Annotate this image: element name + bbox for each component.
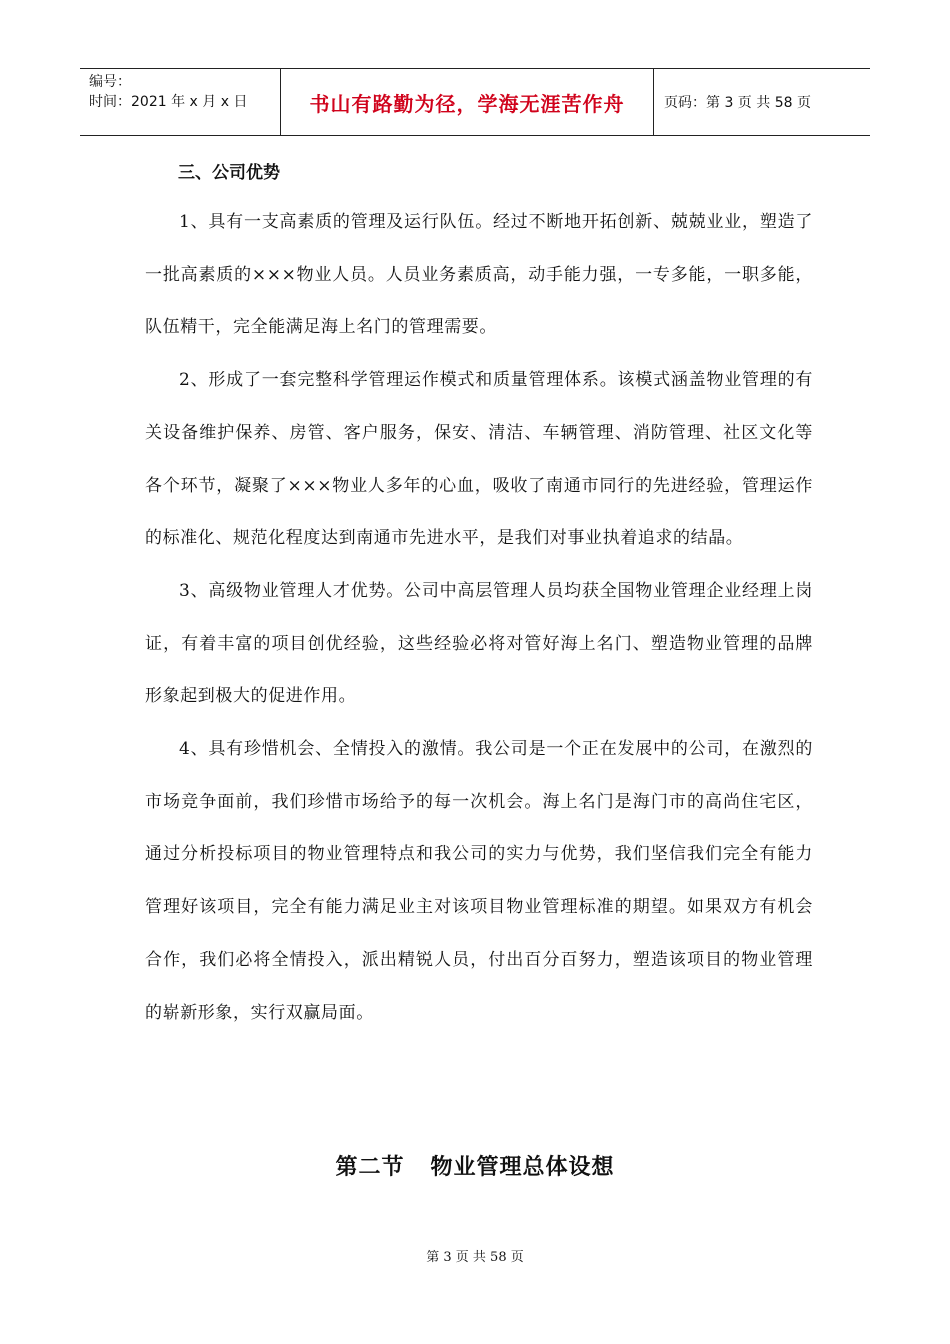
paragraph-4: 4、具有珍惜机会、全情投入的激情。我公司是一个正在发展中的公司，在激烈的市场竞争面前，我们珍惜市场给予的每一次机会。海上名门是海门市的高尚住宅区，通过分析投标项目的物业管理特点和我公司的实力与优势，我们坚信我们完全有能力管理好该项目，完全有能力满足业主对该项目物业管理标准的期望。如果双方有机会合作，我们必将全情投入，派出精锐人员，付出百分百努力，塑造该项目的物业管理的崭新形象，实行双赢局面。 <box>145 739 813 1023</box>
header-meta <box>80 69 281 135</box>
paragraph-1: 1、具有一支高素质的管理及运行队伍。经过不断地开拓创新、兢兢业业，塑造了一批高素质的×××物业人员。人员业务素质高，动手能力强，一专多能，一职多能，队伍精干，完全能满足海上名门的管理需要。 <box>145 212 813 338</box>
chapter-title: 第二节 物业管理总体设想 <box>335 1155 615 1180</box>
date-label: 时间：2021 年 x 月 x 日 <box>89 94 248 110</box>
body-text <box>145 196 813 1039</box>
page-header <box>80 68 870 136</box>
header-motto: 书山有路勤为径，学海无涯苦作舟 <box>281 69 654 135</box>
paragraph-3: 3、高级物业管理人才优势。公司中高层管理人员均获全国物业管理企业经理上岗证，有着丰富的项目创优经验，这些经验必将对管好海上名门、塑造物业管理的品牌形象起到极大的促进作用。 <box>145 580 813 707</box>
number-label: 编号： <box>89 74 131 90</box>
section-heading: 三、公司优势 <box>178 163 280 183</box>
header-page-info: 页码：第 3 页 共 58 页 <box>664 95 811 111</box>
paragraph-2: 2、形成了一套完整科学管理运作模式和质量管理体系。该模式涵盖物业管理的有关设备维护保养、房管、客户服务，保安、清洁、车辆管理、消防管理、社区文化等各个环节，凝聚了×××物业人多年的心血，吸收了南通市同行的先进经验，管理运作的标准化、规范化程度达到南通市先进水平，是我们对事业执着追求的结晶。 <box>145 370 813 549</box>
page-footer: 第 3 页 共 58 页 <box>426 1250 524 1265</box>
